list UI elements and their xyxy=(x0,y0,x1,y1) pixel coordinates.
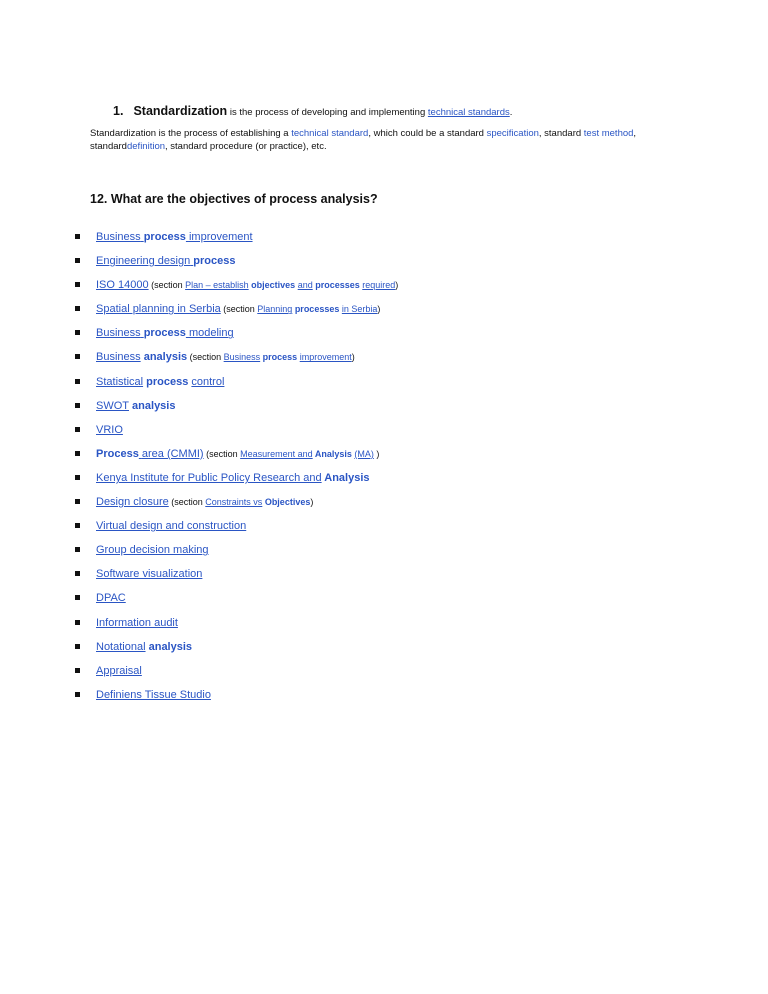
list-item xyxy=(72,690,722,714)
list-item-text xyxy=(96,279,398,291)
list-item xyxy=(72,256,722,280)
technical-standards-link[interactable]: technical standards xyxy=(427,107,510,118)
list-item-text xyxy=(96,496,313,508)
list-item-text xyxy=(96,376,224,388)
list-item xyxy=(72,328,722,352)
list-item-link[interactable]: Planning xyxy=(257,304,293,315)
paragraph-text: , which could be a standard xyxy=(368,128,487,139)
specification-link[interactable]: specification xyxy=(486,128,539,139)
list-item-link[interactable]: DPAC xyxy=(96,592,126,605)
list-item-segment: analysis xyxy=(129,399,176,412)
list-item-text xyxy=(96,617,178,629)
list-item-text xyxy=(96,400,175,412)
paragraph-text: , standard xyxy=(538,128,584,139)
list-item-text xyxy=(96,351,355,363)
list-item-link[interactable]: Notational xyxy=(96,640,146,653)
list-item-segment: (section xyxy=(168,497,206,508)
list-item xyxy=(72,377,722,401)
list-item-text xyxy=(96,520,246,532)
list-item-segment: ) xyxy=(373,448,380,459)
list-item xyxy=(72,232,722,256)
list-item-link[interactable]: control xyxy=(191,375,225,388)
list-item-segment: objectives xyxy=(248,280,298,291)
list-item-link[interactable]: and xyxy=(297,280,313,291)
list-item-segment: ) xyxy=(351,352,355,363)
list-item-text xyxy=(96,424,123,436)
technical-standard-link[interactable]: technical standard xyxy=(291,128,369,139)
list-item-segment: process xyxy=(143,231,186,243)
list-item-link[interactable]: Virtual design and construction xyxy=(96,520,247,533)
paragraph-text: , standard xyxy=(90,128,637,152)
list-item-segment: (section xyxy=(148,280,186,291)
term-standardization: Standardization xyxy=(133,104,228,118)
objectives-heading: 12. What are the objectives of process analysis? xyxy=(90,192,378,206)
definition-text: is the process of developing and implementing xyxy=(227,107,428,118)
list-item-link[interactable]: Spatial planning in Serbia xyxy=(96,303,221,316)
list-item-link[interactable]: required xyxy=(362,280,396,291)
list-item-link[interactable]: Constraints vs xyxy=(205,497,263,508)
square-bullet-icon xyxy=(75,234,80,239)
list-item-link[interactable]: ISO 14000 xyxy=(96,279,149,292)
list-item-link[interactable]: Business xyxy=(96,231,141,243)
list-item-text xyxy=(96,472,370,484)
list-item xyxy=(72,497,722,521)
paragraph-text: Standardization is the process of establishing a xyxy=(90,128,292,139)
list-item-link[interactable]: Kenya Institute for Public Policy Research and xyxy=(96,471,322,484)
list-item-link[interactable]: modeling xyxy=(188,327,234,340)
list-item-segment: Objectives xyxy=(262,497,311,508)
list-item-link[interactable]: (MA) xyxy=(354,448,374,459)
square-bullet-icon xyxy=(75,282,80,287)
list-item-link[interactable]: area (CMMI) xyxy=(141,447,204,460)
square-bullet-icon xyxy=(75,306,80,311)
list-item-link[interactable]: Business xyxy=(96,327,141,340)
list-item-text xyxy=(96,592,126,604)
list-item-link[interactable]: Software visualization xyxy=(96,568,203,581)
list-item-segment: (section xyxy=(187,352,224,363)
square-bullet-icon xyxy=(75,354,80,359)
list-item-segment: ) xyxy=(377,304,381,315)
list-item xyxy=(72,642,722,666)
definition-end: . xyxy=(509,107,513,118)
square-bullet-icon xyxy=(75,403,80,408)
section-heading-standardization xyxy=(113,104,512,118)
square-bullet-icon xyxy=(75,595,80,600)
list-item xyxy=(72,618,722,642)
list-item-link[interactable]: Statistical xyxy=(96,375,144,388)
list-item-text xyxy=(96,255,235,267)
list-item-segment: ) xyxy=(310,497,314,508)
list-item xyxy=(72,569,722,593)
list-item-text xyxy=(96,641,192,653)
section-number: 1. xyxy=(113,104,124,118)
list-item-link[interactable]: SWOT xyxy=(96,399,129,412)
list-item-segment: Analysis xyxy=(312,448,355,459)
list-item xyxy=(72,666,722,690)
list-item-segment: processes xyxy=(292,304,342,315)
square-bullet-icon xyxy=(75,692,80,697)
list-item xyxy=(72,593,722,617)
list-item-text xyxy=(96,448,379,460)
list-item-segment: process xyxy=(143,327,186,340)
square-bullet-icon xyxy=(75,258,80,263)
list-item-segment: process xyxy=(260,352,300,363)
square-bullet-icon xyxy=(75,547,80,552)
list-item-link[interactable]: improvement xyxy=(299,352,352,363)
list-item-text xyxy=(96,544,209,556)
definition-link[interactable]: definition xyxy=(126,141,166,152)
list-item-link[interactable]: Plan – establish xyxy=(185,280,249,291)
list-item xyxy=(72,473,722,497)
square-bullet-icon xyxy=(75,379,80,384)
list-item xyxy=(72,352,722,376)
list-item-segment: (section xyxy=(220,304,258,315)
list-item-segment: Analysis xyxy=(321,471,370,484)
list-item-link[interactable]: VRIO xyxy=(96,423,123,436)
list-item-text xyxy=(96,665,142,677)
square-bullet-icon xyxy=(75,644,80,649)
list-item xyxy=(72,280,722,304)
list-item-text xyxy=(96,689,211,701)
objectives-list xyxy=(72,232,722,714)
square-bullet-icon xyxy=(75,330,80,335)
list-item-link[interactable]: Information audit xyxy=(96,616,178,629)
square-bullet-icon xyxy=(75,668,80,673)
list-item xyxy=(72,401,722,425)
square-bullet-icon xyxy=(75,451,80,456)
square-bullet-icon xyxy=(75,571,80,576)
list-item xyxy=(72,425,722,449)
test-method-link[interactable]: test method xyxy=(583,128,634,139)
list-item-link[interactable]: Design closure xyxy=(96,496,169,509)
list-item-link[interactable]: in Serbia xyxy=(341,304,378,315)
list-item xyxy=(72,449,722,473)
list-item-link[interactable]: Business xyxy=(223,352,261,363)
list-item-link[interactable]: Appraisal xyxy=(96,664,142,677)
standardization-paragraph xyxy=(90,127,690,153)
list-item-text xyxy=(96,327,234,339)
list-item-text xyxy=(96,303,380,315)
list-item-segment: process xyxy=(143,375,192,388)
paragraph-text: , standard procedure (or practice), etc. xyxy=(165,141,327,152)
list-item-link[interactable]: Measurement and xyxy=(240,448,313,459)
list-item xyxy=(72,521,722,545)
list-item-segment: ) xyxy=(395,280,399,291)
list-item xyxy=(72,545,722,569)
square-bullet-icon xyxy=(75,475,80,480)
list-item-link[interactable]: Engineering design xyxy=(96,255,191,268)
list-item-text xyxy=(96,231,253,243)
list-item-segment: Process xyxy=(96,447,139,460)
list-item-link[interactable]: Definiens Tissue Studio xyxy=(96,688,211,701)
list-item xyxy=(72,304,722,328)
list-item-segment: processes xyxy=(312,280,363,291)
square-bullet-icon xyxy=(75,620,80,625)
list-item-segment: (section xyxy=(203,448,241,459)
list-item-segment: analysis xyxy=(140,351,188,364)
list-item-link[interactable]: improvement xyxy=(188,231,253,243)
list-item-text xyxy=(96,568,202,580)
list-item-link[interactable]: Group decision making xyxy=(96,544,209,557)
square-bullet-icon xyxy=(75,523,80,528)
square-bullet-icon xyxy=(75,427,80,432)
list-item-segment: analysis xyxy=(145,640,193,653)
square-bullet-icon xyxy=(75,499,80,504)
list-item-link[interactable]: Business xyxy=(96,351,141,364)
list-item-segment: process xyxy=(193,255,236,268)
